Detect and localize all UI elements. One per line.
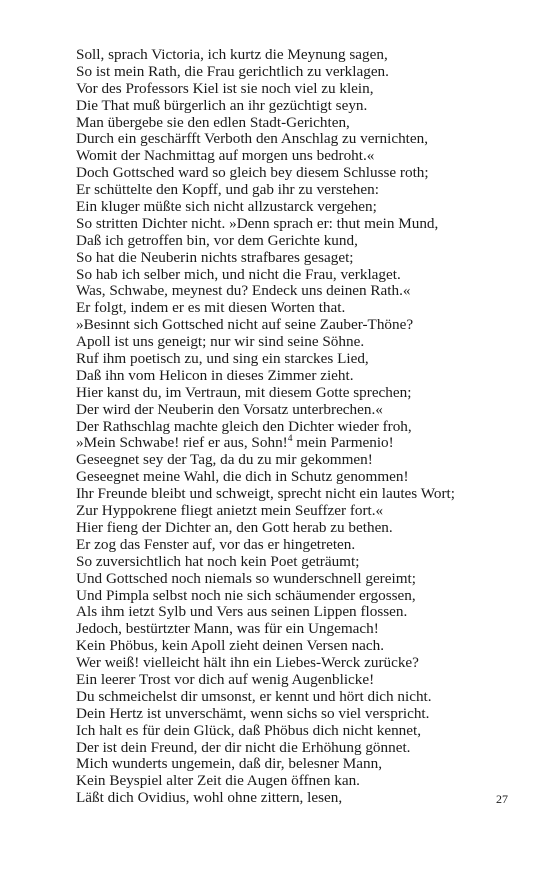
poem-line: Apoll ist uns geneigt; nur wir sind seine Söhne. — [76, 333, 365, 351]
poem-line: Hier kanst du, im Vertraun, mit diesem Gotte sprechen; — [76, 383, 412, 401]
poem-line: Wer weiß! vielleicht hält ihn ein Liebes-Werck zurücke? — [76, 654, 419, 672]
poem-line-text: mein Parmenio! — [292, 434, 394, 452]
poem-line: Man übergebe sie den edlen Stadt-Gerichten, — [76, 113, 350, 131]
poem-line: Der ist dein Freund, der dir nicht die Erhöhung gönnet. — [76, 738, 411, 756]
poem-line: Was, Schwabe, meynest du? Endeck uns deinen Rath.« — [76, 282, 411, 300]
poem-line: Und Pimpla selbst noch nie sich schäumender ergossen, — [76, 586, 416, 604]
poem-line: Vor des Professors Kiel ist sie noch viel zu klein, — [76, 79, 374, 97]
poem-line: Kein Phöbus, kein Apoll zieht deinen Versen nach. — [76, 637, 385, 655]
poem-line: So zuversichtlich hat noch kein Poet geträumt; — [76, 552, 360, 570]
poem-line: Ruf ihm poetisch zu, und sing ein starckes Lied, — [76, 350, 369, 368]
poem-line: Er zog das Fenster auf, vor das er hingetreten. — [76, 535, 356, 553]
poem-line: Ein leerer Trost vor dich auf wenig Augenblicke! — [76, 670, 375, 688]
poem-text-block — [76, 47, 516, 807]
poem-line: Zur Hyppokrene fliegt anietzt mein Seuffzer fort.« — [76, 502, 384, 520]
poem-line: Ein kluger müßte sich nicht allzustarck vergehen; — [76, 198, 377, 216]
poem-line: Du schmeichelst dir umsonst, er kennt und hört dich nicht. — [76, 687, 432, 705]
poem-line: So hab ich selber mich, und nicht die Frau, verklaget. — [76, 265, 401, 283]
poem-line: Als ihm ietzt Sylb und Vers aus seinen Lippen flossen. — [76, 603, 408, 621]
poem-line: Jedoch, bestürtzter Mann, was für ein Ungemach! — [76, 620, 379, 638]
poem-line: Läßt dich Ovidius, wohl ohne zittern, lesen, — [76, 789, 343, 807]
poem-line: Daß ich getroffen bin, vor dem Gerichte kund, — [76, 231, 358, 249]
poem-line: Geseegnet sey der Tag, da du zu mir gekommen! — [76, 451, 373, 469]
poem-line: Womit der Nachmittag auf morgen uns bedroht.« — [76, 147, 375, 165]
poem-line: Hier fieng der Dichter an, den Gott herab zu bethen. — [76, 518, 393, 536]
poem-line: Er schüttelte den Kopff, und gab ihr zu verstehen: — [76, 181, 379, 199]
poem-line — [76, 435, 516, 452]
poem-line: Doch Gottsched ward so gleich bey diesem Schlusse roth; — [76, 164, 429, 182]
poem-line: Der Rathschlag machte gleich den Dichter wieder froh, — [76, 417, 412, 435]
poem-line: Er folgt, indem er es mit diesen Worten that. — [76, 299, 346, 317]
poem-line: Die That muß bürgerlich an ihr gezüchtigt seyn. — [76, 96, 368, 114]
poem-line: So ist mein Rath, die Frau gerichtlich zu verklagen. — [76, 62, 389, 80]
poem-line: Ich halt es für dein Glück, daß Phöbus dich nicht kennet, — [76, 721, 422, 739]
poem-line: Ihr Freunde bleibt und schweigt, sprecht nicht ein lautes Wort; — [76, 485, 455, 503]
poem-line: »Besinnt sich Gottsched nicht auf seine Zauber-Thöne? — [76, 316, 414, 334]
footnote-marker: 4 — [287, 434, 293, 445]
poem-line: Und Gottsched noch niemals so wunderschnell gereimt; — [76, 569, 416, 587]
poem-line: Geseegnet meine Wahl, die dich in Schutz genommen! — [76, 468, 409, 486]
poem-line: Der wird der Neuberin den Vorsatz unterbrechen.« — [76, 400, 383, 418]
poem-line: Daß ihn vom Helicon in dieses Zimmer zieht. — [76, 366, 354, 384]
poem-line-text: »Mein Schwabe! rief er aus, Sohn! — [76, 434, 288, 452]
poem-line: So hat die Neuberin nichts strafbares gesaget; — [76, 248, 354, 266]
poem-line: Mich wunderts ungemein, daß dir, belesner Mann, — [76, 755, 383, 773]
poem-line: Soll, sprach Victoria, ich kurtz die Meynung sagen, — [76, 46, 388, 63]
poem-line: Kein Beyspiel alter Zeit die Augen öffnen kan. — [76, 772, 360, 790]
poem-line: So stritten Dichter nicht. »Denn sprach er: thut mein Mund, — [76, 214, 439, 232]
page-number: 27 — [496, 792, 508, 806]
poem-line: Durch ein geschärfft Verboth den Anschlag zu vernichten, — [76, 130, 429, 148]
poem-line: Dein Hertz ist unverschämt, wenn sichs so viel verspricht. — [76, 704, 430, 722]
